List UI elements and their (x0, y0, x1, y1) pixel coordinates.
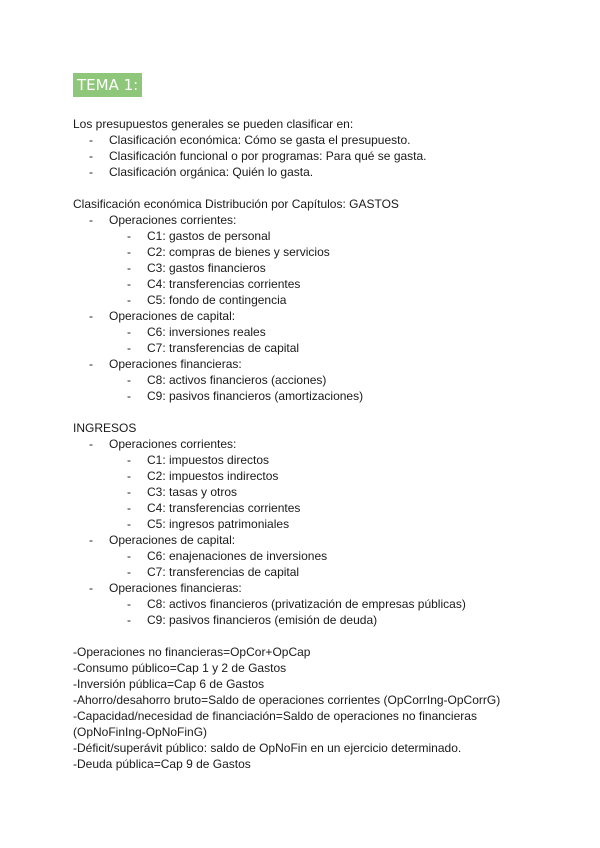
definition-line: -Inversión pública=Cap 6 de Gastos (73, 677, 265, 691)
list-item: - C8: activos financieros (acciones) (127, 373, 327, 387)
list-item: - C6: inversiones reales (127, 325, 266, 339)
list-item: - C3: gastos financieros (127, 261, 266, 275)
list-item: - C5: ingresos patrimoniales (127, 517, 290, 531)
intro-text: Los presupuestos generales se pueden clasificar en: (73, 117, 354, 131)
list-item: - C7: transferencias de capital (127, 565, 300, 579)
ingresos-corrientes: - Operaciones corrientes: (89, 437, 237, 451)
list-item: - Clasificación económica: Cómo se gasta el presupuesto. (89, 133, 411, 147)
page-title: TEMA 1: (73, 73, 142, 97)
list-item: - C9: pasivos financieros (amortizaciones) (127, 389, 364, 403)
list-item: - C5: fondo de contingencia (127, 293, 287, 307)
gastos-capital: - Operaciones de capital: (89, 309, 236, 323)
list-item: - Clasificación orgánica: Quién lo gasta. (89, 165, 314, 179)
list-item: - C4: transferencias corrientes (127, 277, 301, 291)
gastos-financieras: - Operaciones financieras: (89, 357, 242, 371)
definition-line: (OpNoFinIng-OpNoFinG) (73, 725, 208, 739)
document-body (73, 116, 573, 772)
definition-line: -Operaciones no financieras=OpCor+OpCap (73, 645, 311, 659)
list-item: - C7: transferencias de capital (127, 341, 300, 355)
list-item: - C9: pasivos financieros (emisión de deuda) (127, 613, 378, 627)
list-item: - C6: enajenaciones de inversiones (127, 549, 328, 563)
list-item: - C1: gastos de personal (127, 229, 271, 243)
list-item: - C3: tasas y otros (127, 485, 238, 499)
definition-line: -Déficit/superávit público: saldo de OpNoFin en un ejercicio determinado. (73, 741, 462, 755)
list-item: - Clasificación funcional o por programas: Para qué se gasta. (89, 149, 427, 163)
definition-line: -Consumo público=Cap 1 y 2 de Gastos (73, 661, 287, 675)
gastos-heading: Clasificación económica Distribución por Capítulos: GASTOS (73, 197, 399, 211)
definition-line: -Deuda pública=Cap 9 de Gastos (73, 757, 251, 771)
list-item: - C4: transferencias corrientes (127, 501, 301, 515)
gastos-corrientes: - Operaciones corrientes: (89, 213, 237, 227)
definition-line: -Ahorro/desahorro bruto=Saldo de operaciones corrientes (OpCorrIng-OpCorrG) (73, 693, 501, 707)
ingresos-heading: INGRESOS (73, 421, 137, 435)
list-item: - C2: compras de bienes y servicios (127, 245, 330, 259)
ingresos-financieras: - Operaciones financieras: (89, 581, 242, 595)
list-item: - C2: impuestos indirectos (127, 469, 279, 483)
list-item: - C1: impuestos directos (127, 453, 270, 467)
list-item: - C8: activos financieros (privatización de empresas públicas) (127, 597, 466, 611)
ingresos-capital: - Operaciones de capital: (89, 533, 236, 547)
definition-line: -Capacidad/necesidad de financiación=Saldo de operaciones no financieras (73, 709, 477, 723)
